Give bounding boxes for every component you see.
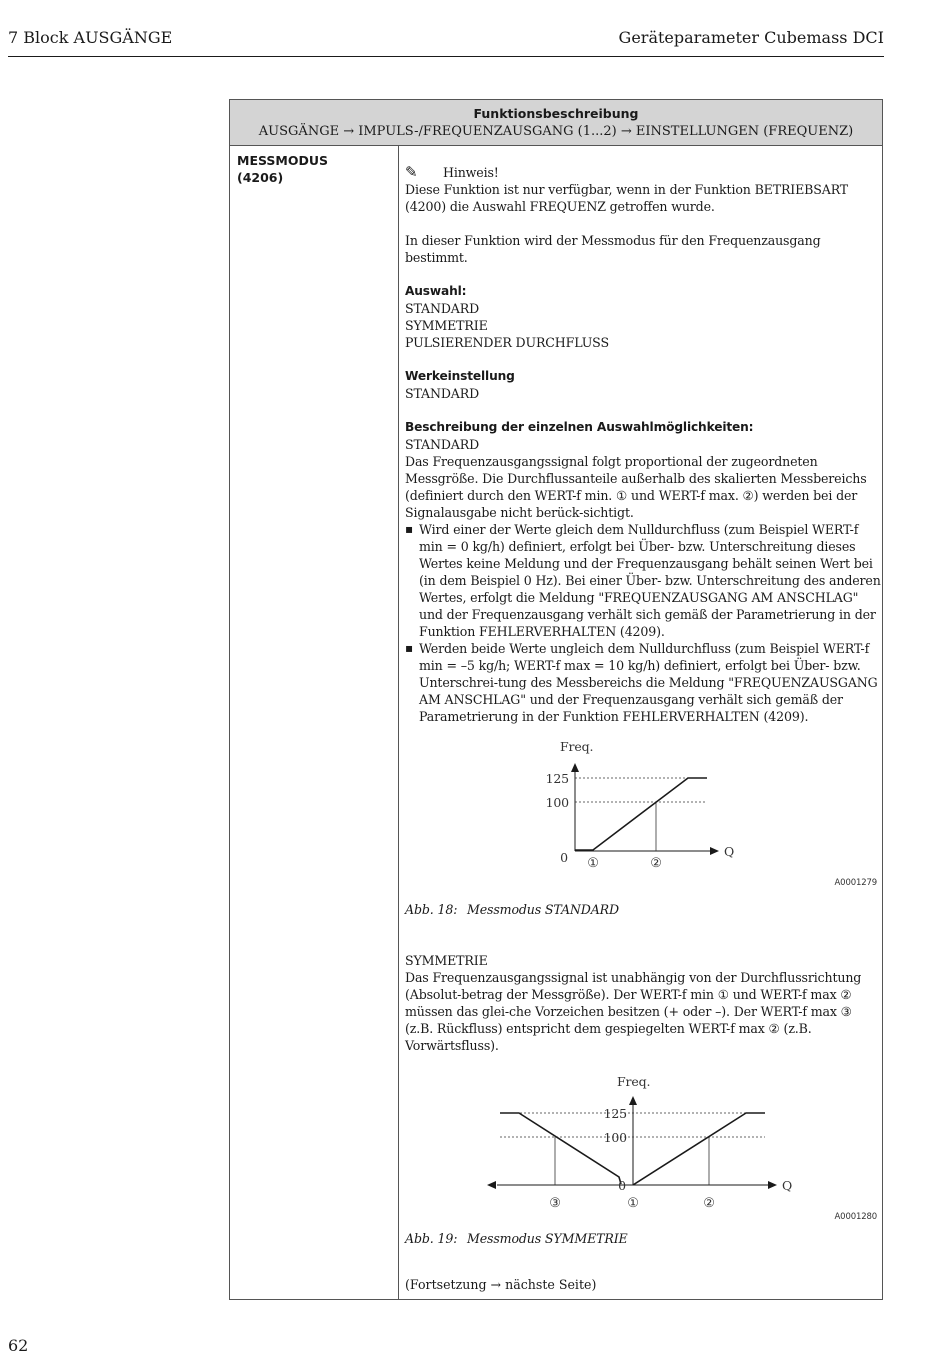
marker-3: ③ [549,1196,561,1211]
header-document-title: Geräteparameter Cubemass DCI [618,28,884,47]
note-heading [405,164,881,181]
marker-2: ② [650,856,662,871]
note-text: Diese Funktion ist nur verfügbar, wenn in der Funktion BETRIEBSART (4200) die Auswahl FREQUENZ getroffen wurde. [405,182,849,214]
y-axis-arrow [629,1096,637,1105]
bullet-item: ▪ Werden beide Werte ungleich dem Nulldurchfluss (zum Beispiel WERT-f min = –5 kg/h; WERT-f max = 10 kg/h) definiert, erfolgt bei Über- bzw. Unterschrei-tung des Messbereichs die Meldung "FREQUENZAUSGANG AM ANSCHLAG" und der Frequenzausgang verhält sich gemäß der Parametrierung in der Funktion FEHLERVERHALTEN (4209). [405,640,881,725]
figure-caption-standard [405,901,881,918]
function-code: (4206) [237,170,284,185]
tick-label-100: 100 [603,1130,627,1145]
column-separator [398,146,399,1299]
figure-standard [405,725,881,895]
page-number: 62 [8,1336,29,1355]
marker-1: ① [587,856,599,871]
tick-label-125: 125 [603,1106,627,1121]
symmetrie-text: Das Frequenzausgangssignal ist unabhängig von der Durchflussrichtung (Absolut-betrag der Messgröße). Der WERT-f min ① und WERT-f max ② müssen das glei-che Vorzeichen besitzen (+ oder –). Der WERT-f max ③ (z.B. Rückfluss) entspricht dem gespiegelten WERT-f max ② (z.B. Vorwärtsfluss). [405,970,862,1053]
standard-mode-diagram [405,725,881,895]
x-axis-label: Q [724,844,735,859]
selection-option: STANDARD [405,301,480,316]
tick-label-100: 100 [545,795,569,810]
figure-code: A0001280 [834,1212,877,1222]
selection-option: SYMMETRIE [405,318,488,333]
caption-text: Messmodus STANDARD [467,902,619,917]
figure-caption-symmetrie [405,1230,881,1247]
x-axis-arrow-left [487,1181,496,1189]
function-table [229,99,883,1300]
selection-title: Auswahl: [405,284,467,298]
function-name: MESSMODUS [237,153,329,168]
table-title: Funktionsbeschreibung [473,106,639,121]
function-description [405,164,881,1247]
selection-option: PULSIERENDER DURCHFLUSS [405,335,609,350]
x-axis-label: Q [782,1178,793,1193]
marker-2: ② [703,1196,715,1211]
table-header [230,100,882,146]
symmetrie-mode-diagram [405,1054,881,1222]
caption-number: Abb. 18: [405,902,458,917]
pencil-icon: ✎ [405,163,418,181]
symmetrie-heading: SYMMETRIE [405,953,488,968]
origin-label: 0 [560,850,568,865]
bullet-item: ▪ Wird einer der Werte gleich dem Nulldurchfluss (zum Beispiel WERT-f min = 0 kg/h) definiert, erfolgt bei Über- bzw. Unterschreitung dieses Wertes keine Meldung und der Frequenzausgang behält seinen Wert bei (in dem Beispiel 0 Hz). Bei einer Über- bzw. Unterschreitung des anderen Wertes, erfolgt die Meldung "FREQUENZAUSGANG AM ANSCHLAG" und der Frequenzausgang verhält sich gemäß der Parametrierung in der Funktion FEHLERVERHALTEN (4209). [405,521,881,640]
standard-text: Das Frequenzausgangssignal folgt proportional der zugeordneten Messgröße. Die Durchflussanteile außerhalb des skalierten Messbereichs (definiert durch den WERT-f min. ① und WERT-f max. ②) werden bei der Signalausgabe nicht berück-sichtigt. [405,454,867,520]
y-axis-label: Freq. [560,739,594,754]
tick-label-125: 125 [545,771,569,786]
intro-text: In dieser Funktion wird der Messmodus für den Frequenzausgang bestimmt. [405,233,821,265]
caption-number: Abb. 19: [405,1231,458,1246]
frequency-curve-right [633,1113,765,1185]
factory-setting-value: STANDARD [405,386,480,401]
figure-symmetrie [405,1054,881,1222]
x-axis-arrow [710,847,719,855]
continuation-note: (Fortsetzung → nächste Seite) [405,1277,597,1292]
standard-heading: STANDARD [405,437,480,452]
description-title: Beschreibung der einzelnen Auswahlmöglichkeiten: [405,420,754,434]
y-axis-arrow [571,763,579,772]
caption-text: Messmodus SYMMETRIE [467,1231,628,1246]
origin-label: 0 [618,1178,626,1193]
function-name-cell [237,152,328,186]
standard-bullets [405,521,881,725]
marker-1: ① [627,1196,639,1211]
header-rule [8,56,884,57]
header-chapter: 7 Block AUSGÄNGE [8,28,173,47]
figure-code: A0001279 [834,878,877,888]
frequency-curve-left [500,1113,621,1184]
frequency-curve [575,778,707,850]
factory-setting-title: Werkeinstellung [405,369,515,383]
note-label: Hinweis! [443,165,499,180]
table-path: AUSGÄNGE → IMPULS-/FREQUENZAUSGANG (1...2) → EINSTELLUNGEN (FREQUENZ) [258,124,854,139]
y-axis-label: Freq. [617,1074,651,1089]
x-axis-arrow-right [768,1181,777,1189]
